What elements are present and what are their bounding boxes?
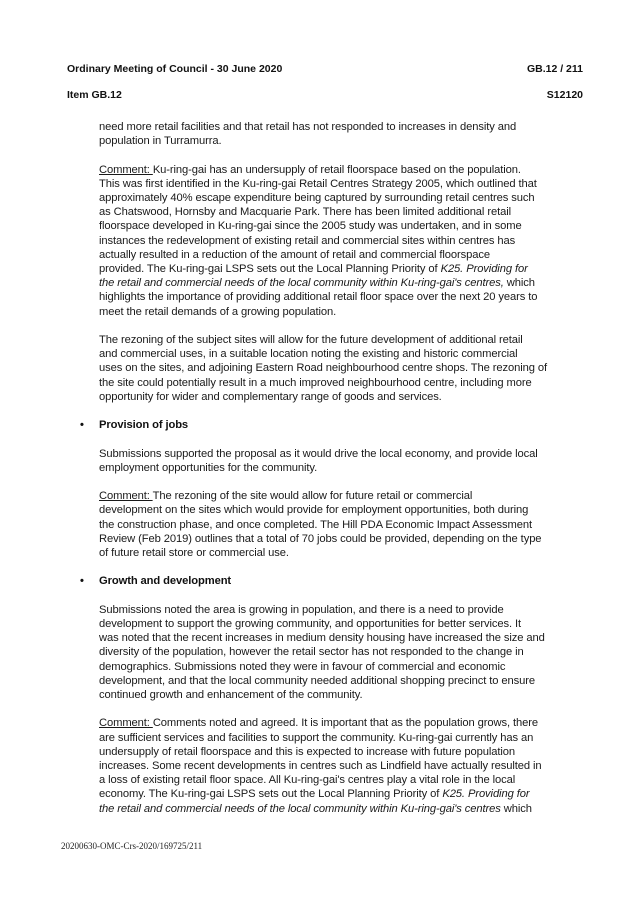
text-line <box>99 120 589 134</box>
text-segment: development on the sites which would provide for employment opportunities, both during <box>99 504 529 517</box>
text-line <box>99 248 589 262</box>
text-segment: Review (Feb 2019) outlines that a total of 70 jobs could be provided, depending on the type <box>99 532 542 545</box>
section-heading-text: Growth and development <box>99 575 232 588</box>
paragraph <box>99 489 589 560</box>
text-line <box>99 759 589 773</box>
text-line <box>99 163 589 177</box>
text-segment: diversity of the population, however the retail sector has not responded to the change in <box>99 646 524 659</box>
text-segment: which <box>503 277 535 290</box>
text-line <box>99 645 589 659</box>
meeting-title: Ordinary Meeting of Council - 30 June 2020 <box>67 63 283 75</box>
text-line <box>99 134 589 148</box>
text-segment: demographics. Submissions noted they were in favour of commercial and economic <box>99 660 506 673</box>
paragraph <box>99 333 589 404</box>
text-line <box>99 518 589 532</box>
text-segment: provided. The Ku-ring-gai LSPS sets out the Local Planning Priority of <box>99 263 441 276</box>
text-line <box>99 447 589 461</box>
text-line <box>99 773 589 787</box>
text-line <box>99 617 589 631</box>
text-line <box>99 461 589 475</box>
text-line <box>99 532 589 546</box>
paragraph <box>99 447 589 475</box>
text-line <box>99 262 589 276</box>
text-line <box>99 276 589 290</box>
page-reference: GB.12 / 211 <box>526 63 583 75</box>
text-line <box>99 802 589 816</box>
text-line <box>99 376 589 390</box>
text-segment: The rezoning of the subject sites will allow for the future development of additional retail <box>99 334 523 347</box>
text-segment: and commercial uses, in a suitable location noting the existing and historic commercial <box>99 348 518 361</box>
text-segment: employment opportunities for the community. <box>99 461 318 474</box>
text-line <box>99 361 589 375</box>
text-line <box>99 205 589 219</box>
text-segment: continued growth and enhancement of the community. <box>99 689 363 702</box>
item-number: Item GB.12 <box>67 89 122 101</box>
comment-label: Comment: <box>99 490 153 503</box>
text-segment: the site could potentially result in a much improved neighbourhood centre, including more <box>99 376 532 389</box>
italic-text: K25. Providing for <box>442 788 530 801</box>
text-line <box>99 745 589 759</box>
text-line <box>99 234 589 248</box>
footer-document-reference: 20200630-OMC-Crs-2020/169725/211 <box>61 841 203 851</box>
text-segment: highlights the importance of providing additional retail floor space over the next 20 years to <box>99 291 538 304</box>
text-segment: opportunity for wider and complementary range of goods and services. <box>99 390 442 403</box>
text-line <box>99 660 589 674</box>
text-segment: Ku-ring-gai has an undersupply of retail floorspace based on the population. <box>152 163 521 176</box>
text-line <box>99 191 589 205</box>
text-line <box>99 390 589 404</box>
comment-label: Comment: <box>99 163 153 176</box>
text-line <box>99 489 589 503</box>
italic-text: the retail and commercial needs of the local community within Ku-ring-gai's centres, <box>99 277 504 290</box>
text-segment: as Chatswood, Hornsby and Macquarie Park. There has been limited additional retail <box>99 206 511 219</box>
section-heading <box>80 418 589 432</box>
text-segment: the construction phase, and once completed. The Hill PDA Economic Impact Assessment <box>99 518 533 531</box>
text-line <box>99 333 589 347</box>
text-segment: development to support the growing community, and opportunities for better services. It <box>99 618 522 630</box>
text-segment: development, and that the local community needed additional shopping precinct to ensure <box>99 674 535 687</box>
text-segment: a loss of existing retail floor space. All Ku-ring-gai's centres play a vital role in the local <box>99 774 516 787</box>
text-segment: Submissions noted the area is growing in population, and there is a need to provide <box>99 603 504 616</box>
text-segment: undersupply of retail floorspace and this is expected to increase with future population <box>99 745 515 758</box>
text-segment: instances the redevelopment of existing retail and commercial sites within centres has <box>99 234 516 247</box>
text-segment: economy. The Ku-ring-gai LSPS sets out the Local Planning Priority of <box>99 788 443 801</box>
text-line <box>99 787 589 801</box>
paragraph <box>99 120 589 148</box>
section-heading <box>80 574 589 588</box>
bullet-icon: • <box>80 575 84 588</box>
text-segment: uses on the sites, and adjoining Eastern Road neighbourhood centre shops. The rezoning of <box>99 362 548 375</box>
comment-label: Comment: <box>99 717 153 730</box>
bullet-icon: • <box>80 419 84 432</box>
text-segment: increases. Some recent developments in centres such as Lindfield have actually resulted in <box>99 760 542 773</box>
text-segment: The rezoning of the site would allow for future retail or commercial <box>152 490 473 503</box>
italic-text: the retail and commercial needs of the local community within Ku-ring-gai's centres <box>99 802 501 815</box>
text-segment: meet the retail demands of a growing population. <box>99 305 337 318</box>
file-reference: S12120 <box>546 89 583 101</box>
text-segment: of future retail store or commercial use. <box>99 547 289 560</box>
text-segment: This was first identified in the Ku-ring-gai Retail Centres Strategy 2005, which outlined that <box>99 177 537 190</box>
text-segment: Submissions supported the proposal as it would drive the local economy, and provide local <box>99 447 538 460</box>
text-line <box>99 290 589 304</box>
text-line <box>99 688 589 702</box>
text-segment: need more retail facilities and that retail has not responded to increases in density and <box>99 121 517 133</box>
text-line <box>99 546 589 560</box>
text-line <box>99 603 589 617</box>
text-line <box>99 177 589 191</box>
section-heading-text: Provision of jobs <box>99 419 189 432</box>
text-line <box>99 631 589 645</box>
text-segment: actually resulted in a reduction of the amount of retail and commercial floorspace <box>99 248 491 261</box>
text-segment: are sufficient services and facilities to support the community. Ku-ring-gai currently has an <box>99 731 534 744</box>
paragraph <box>99 716 589 815</box>
text-line <box>99 347 589 361</box>
text-segment: was noted that the recent increases in medium density housing have increased the size and <box>99 632 545 645</box>
text-segment: population in Turramurra. <box>99 135 222 148</box>
text-segment: which <box>500 802 532 815</box>
italic-text: K25. Providing for <box>440 263 528 276</box>
text-line <box>99 716 589 730</box>
paragraph <box>99 163 589 319</box>
text-line <box>99 731 589 745</box>
text-line <box>99 674 589 688</box>
text-segment: floorspace developed in Ku-ring-gai since the 2005 study was undertaken, and in some <box>99 220 522 233</box>
text-line <box>99 219 589 233</box>
paragraph <box>99 603 589 702</box>
text-segment: Comments noted and agreed. It is important that as the population grows, there <box>152 717 539 730</box>
document-body <box>80 120 589 830</box>
text-line <box>99 305 589 319</box>
text-line <box>99 503 589 517</box>
text-segment: approximately 40% escape expenditure being captured by surrounding retail centres such <box>99 192 535 204</box>
